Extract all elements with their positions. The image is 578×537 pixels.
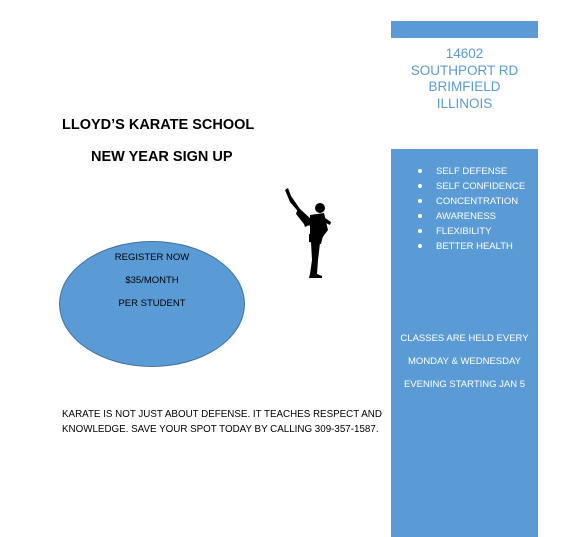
benefit-label: BETTER HEALTH xyxy=(436,241,513,252)
schedule-line-1: CLASSES ARE HELD EVERY xyxy=(400,333,529,344)
promo-line-1: REGISTER NOW xyxy=(114,252,190,263)
benefit-label: FLEXIBILITY xyxy=(436,226,492,237)
bullet-icon xyxy=(418,214,422,218)
bullet-icon xyxy=(418,199,422,203)
benefits-list xyxy=(416,164,525,254)
benefit-label: CONCENTRATION xyxy=(436,196,519,207)
address-line-3: BRIMFIELD xyxy=(428,79,501,94)
list-item xyxy=(416,179,525,194)
schedule-block xyxy=(391,327,538,396)
address-line-2: SOUTHPORT RD xyxy=(410,62,519,78)
benefit-label: SELF CONFIDENCE xyxy=(436,181,526,192)
schedule-line-2: MONDAY & WEDNESDAY xyxy=(408,356,521,367)
address-block xyxy=(391,46,538,112)
bullet-icon xyxy=(418,229,422,233)
promo-text xyxy=(59,246,245,315)
list-item xyxy=(416,239,525,254)
school-title: LLOYD’S KARATE SCHOOL xyxy=(62,117,255,133)
description-line-2: KNOWLEDGE. SAVE YOUR SPOT TODAY BY CALLING 309-357-1587. xyxy=(62,424,379,435)
bullet-icon xyxy=(418,244,422,248)
bullet-icon xyxy=(418,169,422,173)
description-line-1: KARATE IS NOT JUST ABOUT DEFENSE. IT TEACHES RESPECT AND xyxy=(62,409,382,420)
benefit-label: SELF DEFENSE xyxy=(436,166,508,177)
promo-line-3: PER STUDENT xyxy=(118,298,186,309)
list-item xyxy=(416,209,525,224)
signup-title: NEW YEAR SIGN UP xyxy=(91,149,233,165)
bullet-icon xyxy=(418,184,422,188)
address-line-4: ILLINOIS xyxy=(436,95,493,111)
list-item xyxy=(416,164,525,179)
list-item xyxy=(416,224,525,239)
schedule-line-3: EVENING STARTING JAN 5 xyxy=(403,379,526,390)
karate-kick-silhouette-icon xyxy=(276,186,334,278)
description-paragraph xyxy=(62,407,382,437)
address-line-1: 14602 xyxy=(445,46,484,61)
benefit-label: AWARENESS xyxy=(436,211,497,222)
top-accent-bar xyxy=(391,21,538,38)
list-item xyxy=(416,194,525,209)
promo-line-2: $35/MONTH xyxy=(125,275,179,286)
